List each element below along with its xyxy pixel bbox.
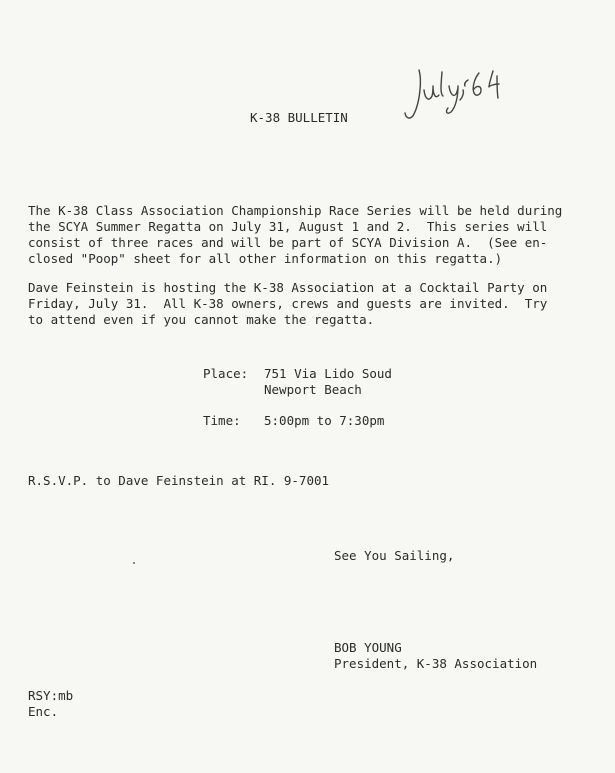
handwritten-date [402,30,542,100]
championship-paragraph [28,203,562,267]
paragraph2-line: Dave Feinstein is hosting the K-38 Association at a Cocktail Party on [28,280,548,295]
time-value: 5:00pm to 7:30pm [264,413,385,428]
paragraph2-line: to attend even if you cannot make the regatta. [28,312,375,327]
signature-name: BOB YOUNG [334,640,402,655]
time-label: Time: [203,413,241,428]
enclosure-note: Enc. [28,704,59,719]
place-line-2: Newport Beach [264,382,362,397]
closing-line: See You Sailing, [334,548,455,563]
signature-title: President, K-38 Association [334,656,538,671]
place-value [264,366,392,398]
place-line-1: 751 Via Lido Soud [264,366,392,381]
paragraph1-line: closed "Poop" sheet for all other information on this regatta.) [28,251,503,266]
bulletin-title: K-38 BULLETIN [250,110,348,125]
place-label: Place: [203,366,249,381]
cocktail-party-paragraph [28,280,547,328]
paper-speck [133,562,135,564]
handwritten-date-ink [402,62,542,132]
typist-initials: RSY:mb [28,688,74,703]
paragraph1-line: consist of three races and will be part of SCYA Division A. (See en- [28,235,548,250]
paragraph2-line: Friday, July 31. All K-38 owners, crews and guests are invited. Try [28,296,548,311]
paragraph1-line: the SCYA Summer Regatta on July 31, August 1 and 2. This series will [28,219,548,234]
paragraph1-line: The K-38 Class Association Championship Race Series will be held during [28,203,563,218]
rsvp-line: R.S.V.P. to Dave Feinstein at RI. 9-7001 [28,473,330,488]
